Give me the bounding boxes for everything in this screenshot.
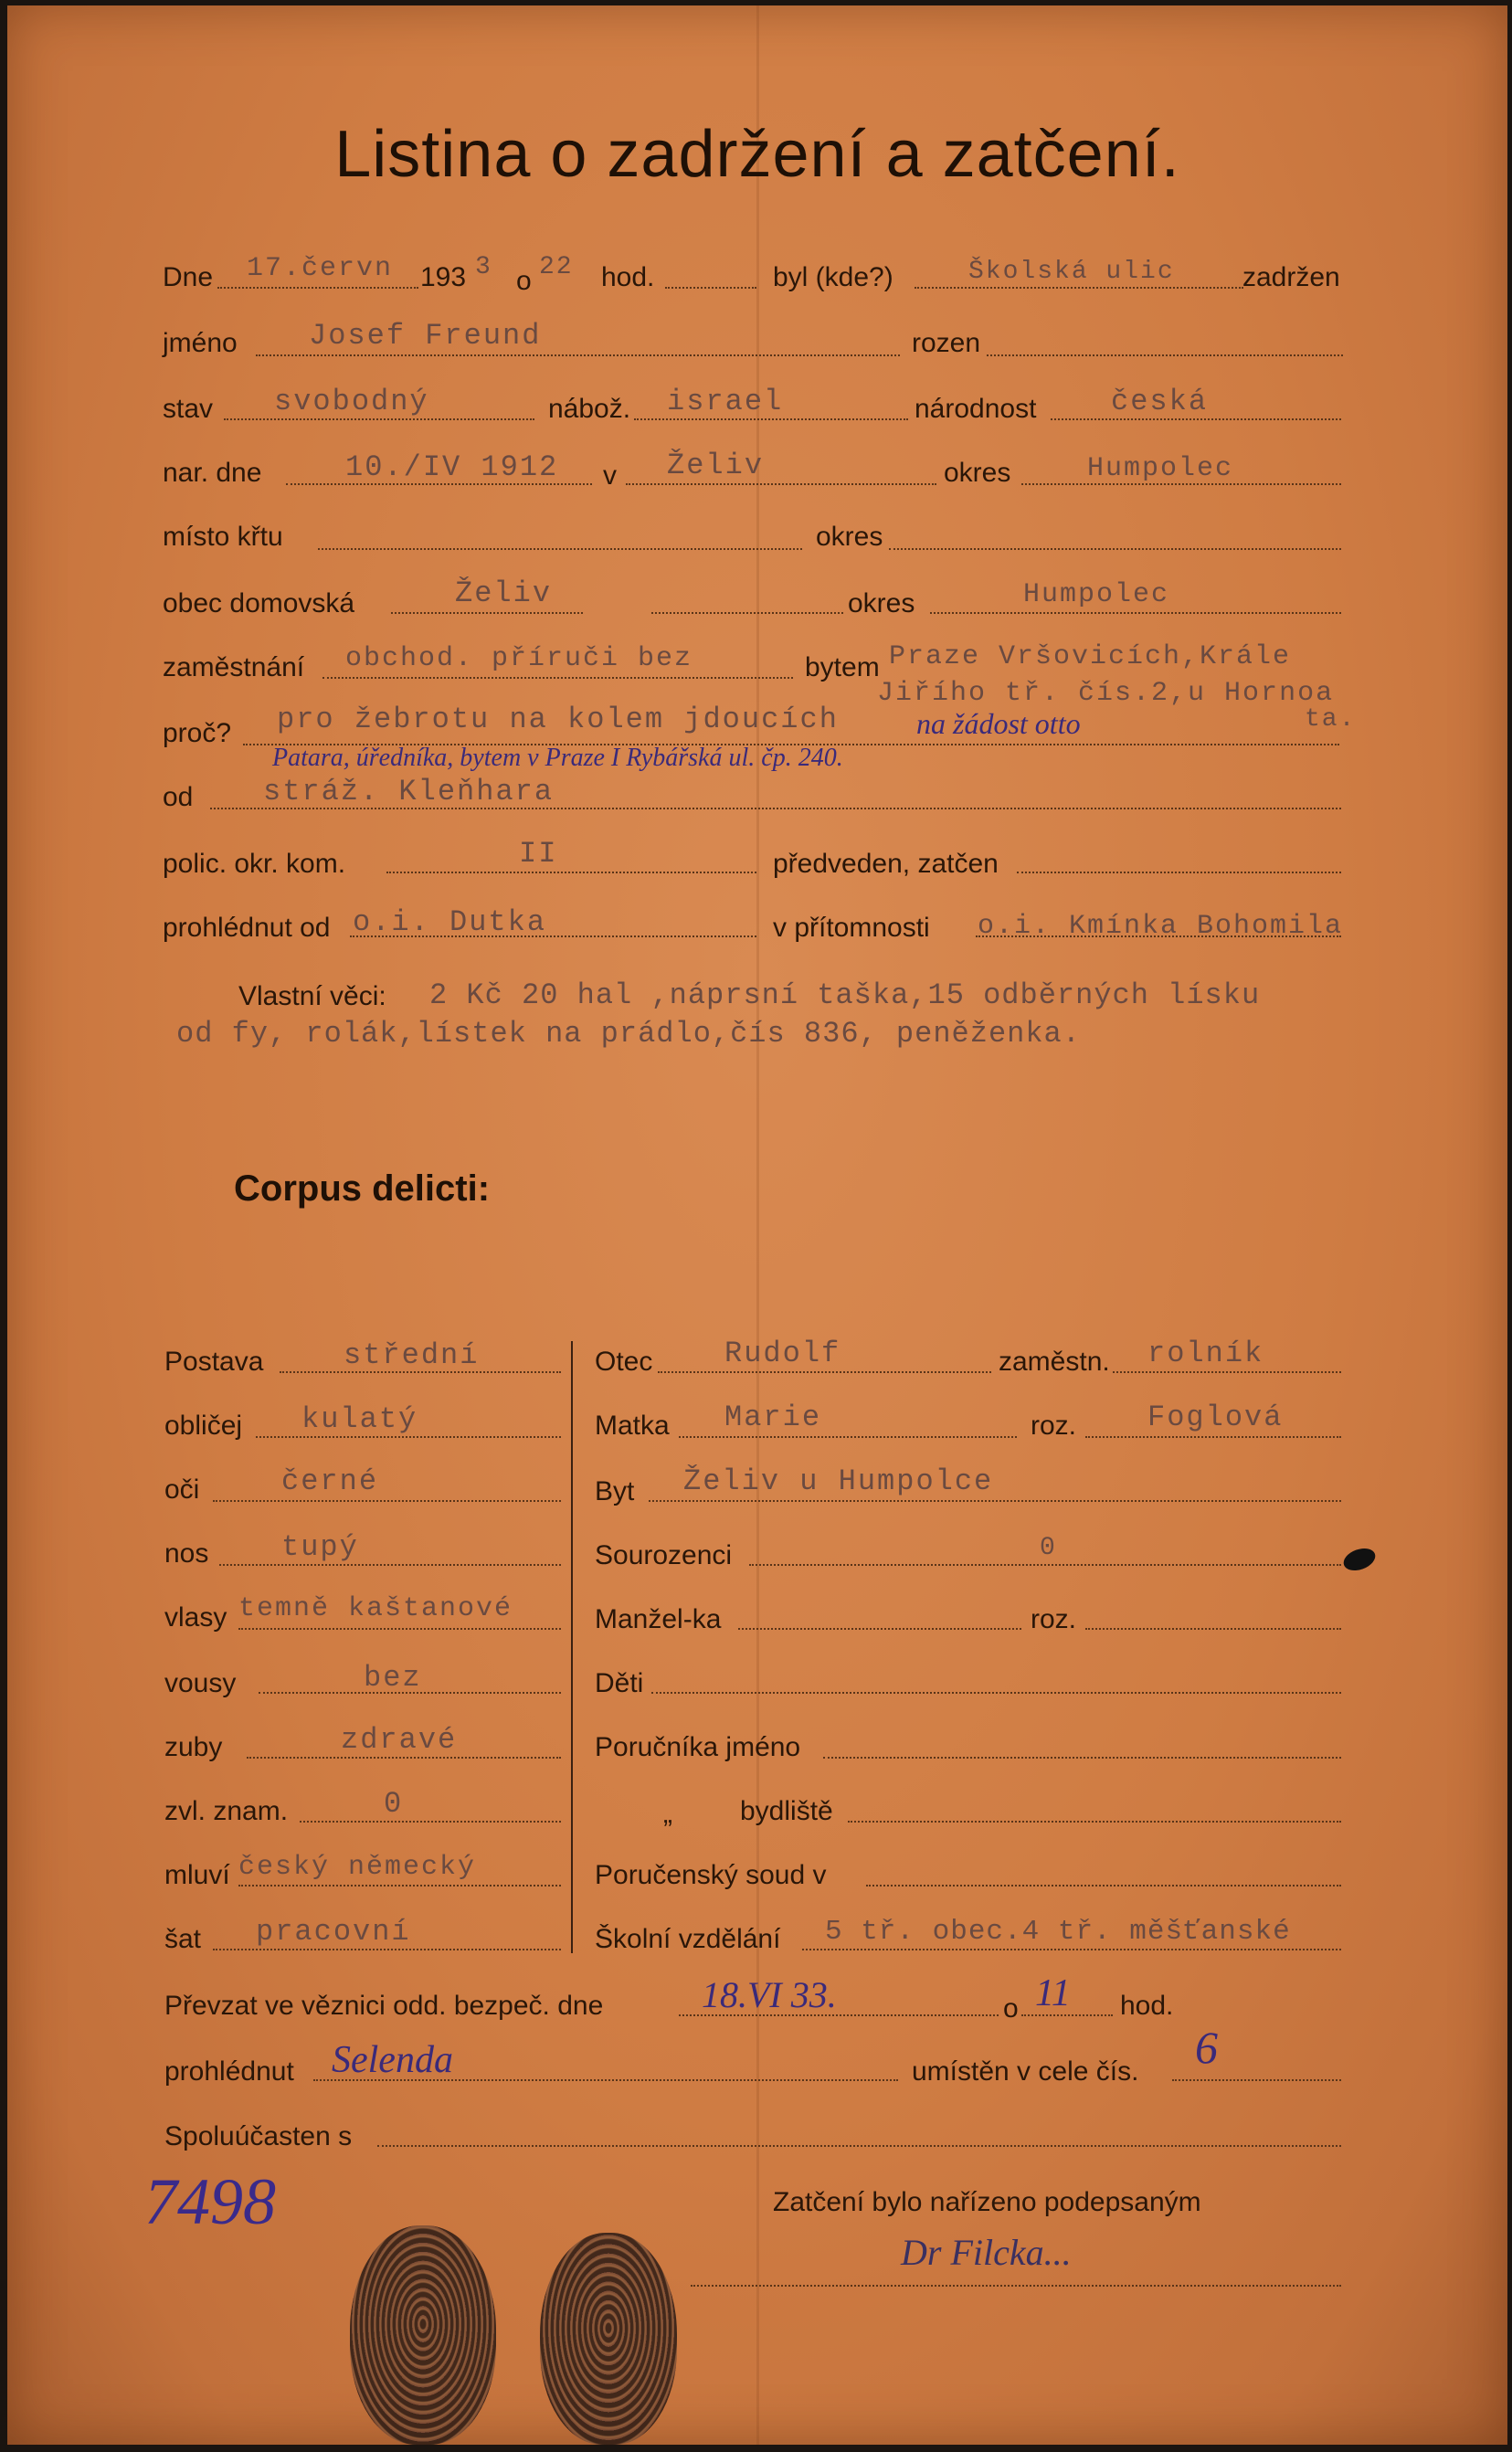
label-proc: proč? xyxy=(163,718,232,748)
line-place xyxy=(915,287,1243,289)
value-otec: Rudolf xyxy=(724,1337,841,1370)
value-matka-roz: Foglová xyxy=(1147,1400,1284,1434)
value-skolni: 5 tř. obec.4 tř. měšťanské xyxy=(825,1916,1291,1948)
line-umisten xyxy=(1172,2079,1341,2081)
value-postava: střední xyxy=(344,1338,480,1372)
value-prohlednut-od: o.i. Dutka xyxy=(353,905,547,939)
value-number: 7498 xyxy=(144,2165,276,2238)
line-okres-2 xyxy=(889,548,1341,550)
label-zatceni: Zatčení bylo nařízeno podepsaným xyxy=(773,2187,1201,2217)
value-born-place: Želiv xyxy=(667,449,765,482)
ink-blot xyxy=(1340,1545,1378,1575)
label-vousy: vousy xyxy=(164,1668,237,1698)
value-prevzat-dne: 18.VI 33. xyxy=(702,1974,837,2015)
label-zamestnani: zaměstnání xyxy=(163,652,305,682)
value-bytem-1: Praze Vršovicích,Krále xyxy=(889,641,1292,672)
label-od: od xyxy=(163,782,194,812)
label-predveden: předveden, zatčen xyxy=(773,849,999,879)
handwritten-proc-2: Patara, úředníka, bytem v Praze I Rybářská ul. čp. 240. xyxy=(272,744,843,772)
label-otec-zamestn: zaměstn. xyxy=(999,1347,1110,1377)
label-matka: Matka xyxy=(595,1411,670,1441)
label-nos: nos xyxy=(164,1538,209,1569)
document-sheet xyxy=(7,5,1507,2445)
line-matka xyxy=(679,1436,1017,1438)
line-sourozenci xyxy=(749,1564,1341,1566)
fingerprint-right xyxy=(540,2233,677,2445)
value-vlastni-veci-1: 2 Kč 20 hal ,náprsní taška,15 odběrných lísku xyxy=(429,978,1261,1012)
label-quote: „ xyxy=(663,1799,672,1829)
value-born: 10./IV 1912 xyxy=(345,450,559,484)
value-vousy: bez xyxy=(364,1661,422,1695)
line-signature xyxy=(691,2285,1341,2287)
line-zvl-znam xyxy=(300,1821,561,1823)
value-stav: svobodný xyxy=(274,385,429,418)
value-zvl-znam: 0 xyxy=(384,1787,404,1821)
line-zamestnani xyxy=(322,677,793,679)
label-naboz: nábož. xyxy=(548,394,631,424)
line-obec-2 xyxy=(651,612,843,614)
value-bytem-2: Jiřího tř. čís.2,u Hornoa xyxy=(877,678,1335,709)
label-zadrzen: zadržen xyxy=(1242,262,1340,292)
label-dne: Dne xyxy=(163,262,214,292)
label-oci: oči xyxy=(164,1474,200,1505)
line-byt xyxy=(649,1500,1341,1502)
value-matka: Marie xyxy=(724,1400,822,1434)
label-oblicej: obličej xyxy=(164,1411,243,1441)
label-zvl-znam: zvl. znam. xyxy=(164,1796,289,1826)
line-narodnost xyxy=(1051,418,1341,420)
line-naboz xyxy=(634,418,908,420)
value-okres: Humpolec xyxy=(1087,453,1234,484)
line-prevzat-hod xyxy=(1021,2014,1113,2016)
line-dne xyxy=(217,287,418,289)
line-deti xyxy=(651,1692,1341,1694)
value-polic: II xyxy=(519,837,558,871)
label-prevzat: Převzat ve věznici odd. bezpeč. dne xyxy=(164,1991,604,2021)
value-zuby: zdravé xyxy=(341,1723,458,1757)
line-otec xyxy=(658,1371,991,1373)
label-manzel: Manžel-ka xyxy=(595,1604,722,1634)
value-pritomnosti: o.i. Kmínka Bohomila xyxy=(978,911,1344,942)
label-prevzat-o: o xyxy=(1003,1993,1019,2024)
line-skolni xyxy=(802,1949,1341,1950)
label-prohlednut-od: prohlédnut od xyxy=(163,913,331,943)
label-umisten: umístěn v cele čís. xyxy=(912,2056,1139,2087)
label-vlasy: vlasy xyxy=(164,1602,227,1633)
value-narodnost: česká xyxy=(1111,385,1209,418)
value-od: stráž. Kleňhara xyxy=(263,775,555,809)
value-nabozenstvi: israel xyxy=(667,385,784,418)
label-rozen: rozen xyxy=(912,328,981,358)
label-prohlednut: prohlédnut xyxy=(164,2056,294,2087)
value-place: Školská ulic xyxy=(968,258,1175,286)
line-sat xyxy=(213,1949,561,1950)
label-skolni: Školní vzdělání xyxy=(595,1924,781,1954)
label-polic: polic. okr. kom. xyxy=(163,849,346,879)
line-born-place xyxy=(626,483,936,485)
value-hour: 22 xyxy=(539,253,574,281)
value-name: Josef Freund xyxy=(309,319,542,353)
value-sat: pracovní xyxy=(256,1915,411,1949)
label-porucnika-jmeno: Poručníka jméno xyxy=(595,1732,801,1762)
label-narodnost: národnost xyxy=(915,394,1037,424)
value-oblicej: kulatý xyxy=(301,1402,418,1436)
label-byt: Byt xyxy=(595,1476,635,1506)
value-prohlednut: Selenda xyxy=(332,2039,453,2081)
line-rozen xyxy=(987,354,1343,356)
label-prevzat-hod: hod. xyxy=(1120,1991,1174,2021)
value-prevzat-hod: 11 xyxy=(1035,1972,1071,2014)
corpus-delicti-heading: Corpus delicti: xyxy=(234,1168,491,1209)
column-divider xyxy=(571,1341,573,1953)
label-byl-kde: byl (kde?) xyxy=(773,262,893,292)
label-spoluucasten: Spoluúčasten s xyxy=(164,2121,353,2151)
value-vlasy: temně kaštanové xyxy=(238,1593,513,1624)
line-bydliste xyxy=(848,1821,1341,1823)
value-vlastni-veci-2: od fy, rolák,lístek na prádlo,čís 836, peněženka. xyxy=(176,1017,1081,1051)
value-bytem-3: ta. xyxy=(1305,705,1357,734)
line-vlasy xyxy=(238,1628,561,1630)
line-oblicej xyxy=(256,1436,561,1438)
value-byt: Želiv u Humpolce xyxy=(683,1464,994,1498)
label-year-prefix: 193 xyxy=(420,262,467,292)
line-nos xyxy=(219,1564,561,1566)
value-signature: Dr Filcka... xyxy=(901,2232,1072,2273)
line-predveden xyxy=(1017,872,1341,873)
line-oci xyxy=(213,1500,561,1502)
label-sat: šat xyxy=(164,1924,202,1954)
line-obec xyxy=(391,612,583,614)
value-year: 3 xyxy=(475,253,492,281)
line-porucensky-soud xyxy=(866,1885,1341,1887)
line-spoluucasten xyxy=(377,2145,1341,2147)
label-sourozenci: Sourozenci xyxy=(595,1540,733,1570)
value-obec-okres: Humpolec xyxy=(1023,579,1170,610)
label-porucensky-soud: Poručenský soud v xyxy=(595,1860,827,1890)
label-mluvi: mluví xyxy=(164,1860,230,1890)
label-vlastni-veci: Vlastní věci: xyxy=(238,981,386,1011)
line-manzel-roz xyxy=(1085,1628,1341,1630)
line-manzel xyxy=(738,1628,1021,1630)
line-misto-krtu xyxy=(318,548,802,550)
line-zuby xyxy=(247,1757,561,1759)
label-matka-roz: roz. xyxy=(1031,1411,1077,1441)
label-bytem: bytem xyxy=(805,652,880,682)
label-otec: Otec xyxy=(595,1347,653,1377)
label-o: o xyxy=(516,266,532,296)
line-porucnika xyxy=(823,1757,1341,1759)
fingerprint-left xyxy=(350,2225,496,2445)
value-date: 17.červn xyxy=(247,253,394,284)
line-polic xyxy=(386,872,756,873)
label-deti: Děti xyxy=(595,1668,644,1698)
line-otec-zamestn xyxy=(1113,1371,1341,1373)
label-v-pritomnosti: v přítomnosti xyxy=(773,913,930,943)
handwritten-proc-1: na žádost otto xyxy=(916,707,1081,740)
label-v: v xyxy=(603,460,617,491)
label-okres-3: okres xyxy=(848,588,915,618)
value-proc: pro žebrotu na kolem jdoucích xyxy=(277,703,839,736)
label-postava: Postava xyxy=(164,1347,264,1377)
label-stav: stav xyxy=(163,394,214,424)
label-okres-2: okres xyxy=(816,522,883,552)
document-title: Listina o zadržení a zatčení. xyxy=(334,118,1180,191)
line-jmeno xyxy=(256,354,900,356)
label-misto-krtu: místo křtu xyxy=(163,522,283,552)
label-nar-dne: nar. dne xyxy=(163,458,262,488)
label-obec-domovska: obec domovská xyxy=(163,588,355,618)
label-jmeno: jméno xyxy=(163,328,238,358)
line-okres-3 xyxy=(930,612,1341,614)
value-cela: 6 xyxy=(1195,2022,1218,2073)
label-okres-1: okres xyxy=(944,458,1011,488)
value-nos: tupý xyxy=(281,1530,359,1564)
value-zamestnani: obchod. příruči bez xyxy=(345,643,693,674)
label-manzel-roz: roz. xyxy=(1031,1604,1077,1634)
line-stav xyxy=(224,418,534,420)
value-oci: černé xyxy=(281,1464,379,1498)
line-matka-roz xyxy=(1085,1436,1341,1438)
value-mluvi: český německý xyxy=(238,1852,477,1883)
line-hod xyxy=(665,287,756,289)
value-otec-zamestn: rolník xyxy=(1147,1337,1264,1370)
line-mluvi xyxy=(238,1885,561,1887)
label-zuby: zuby xyxy=(164,1732,223,1762)
label-hod: hod. xyxy=(601,262,655,292)
label-bydliste: bydliště xyxy=(740,1796,833,1826)
value-obec: Želiv xyxy=(455,576,553,610)
value-sourozenci: 0 xyxy=(1040,1534,1057,1562)
